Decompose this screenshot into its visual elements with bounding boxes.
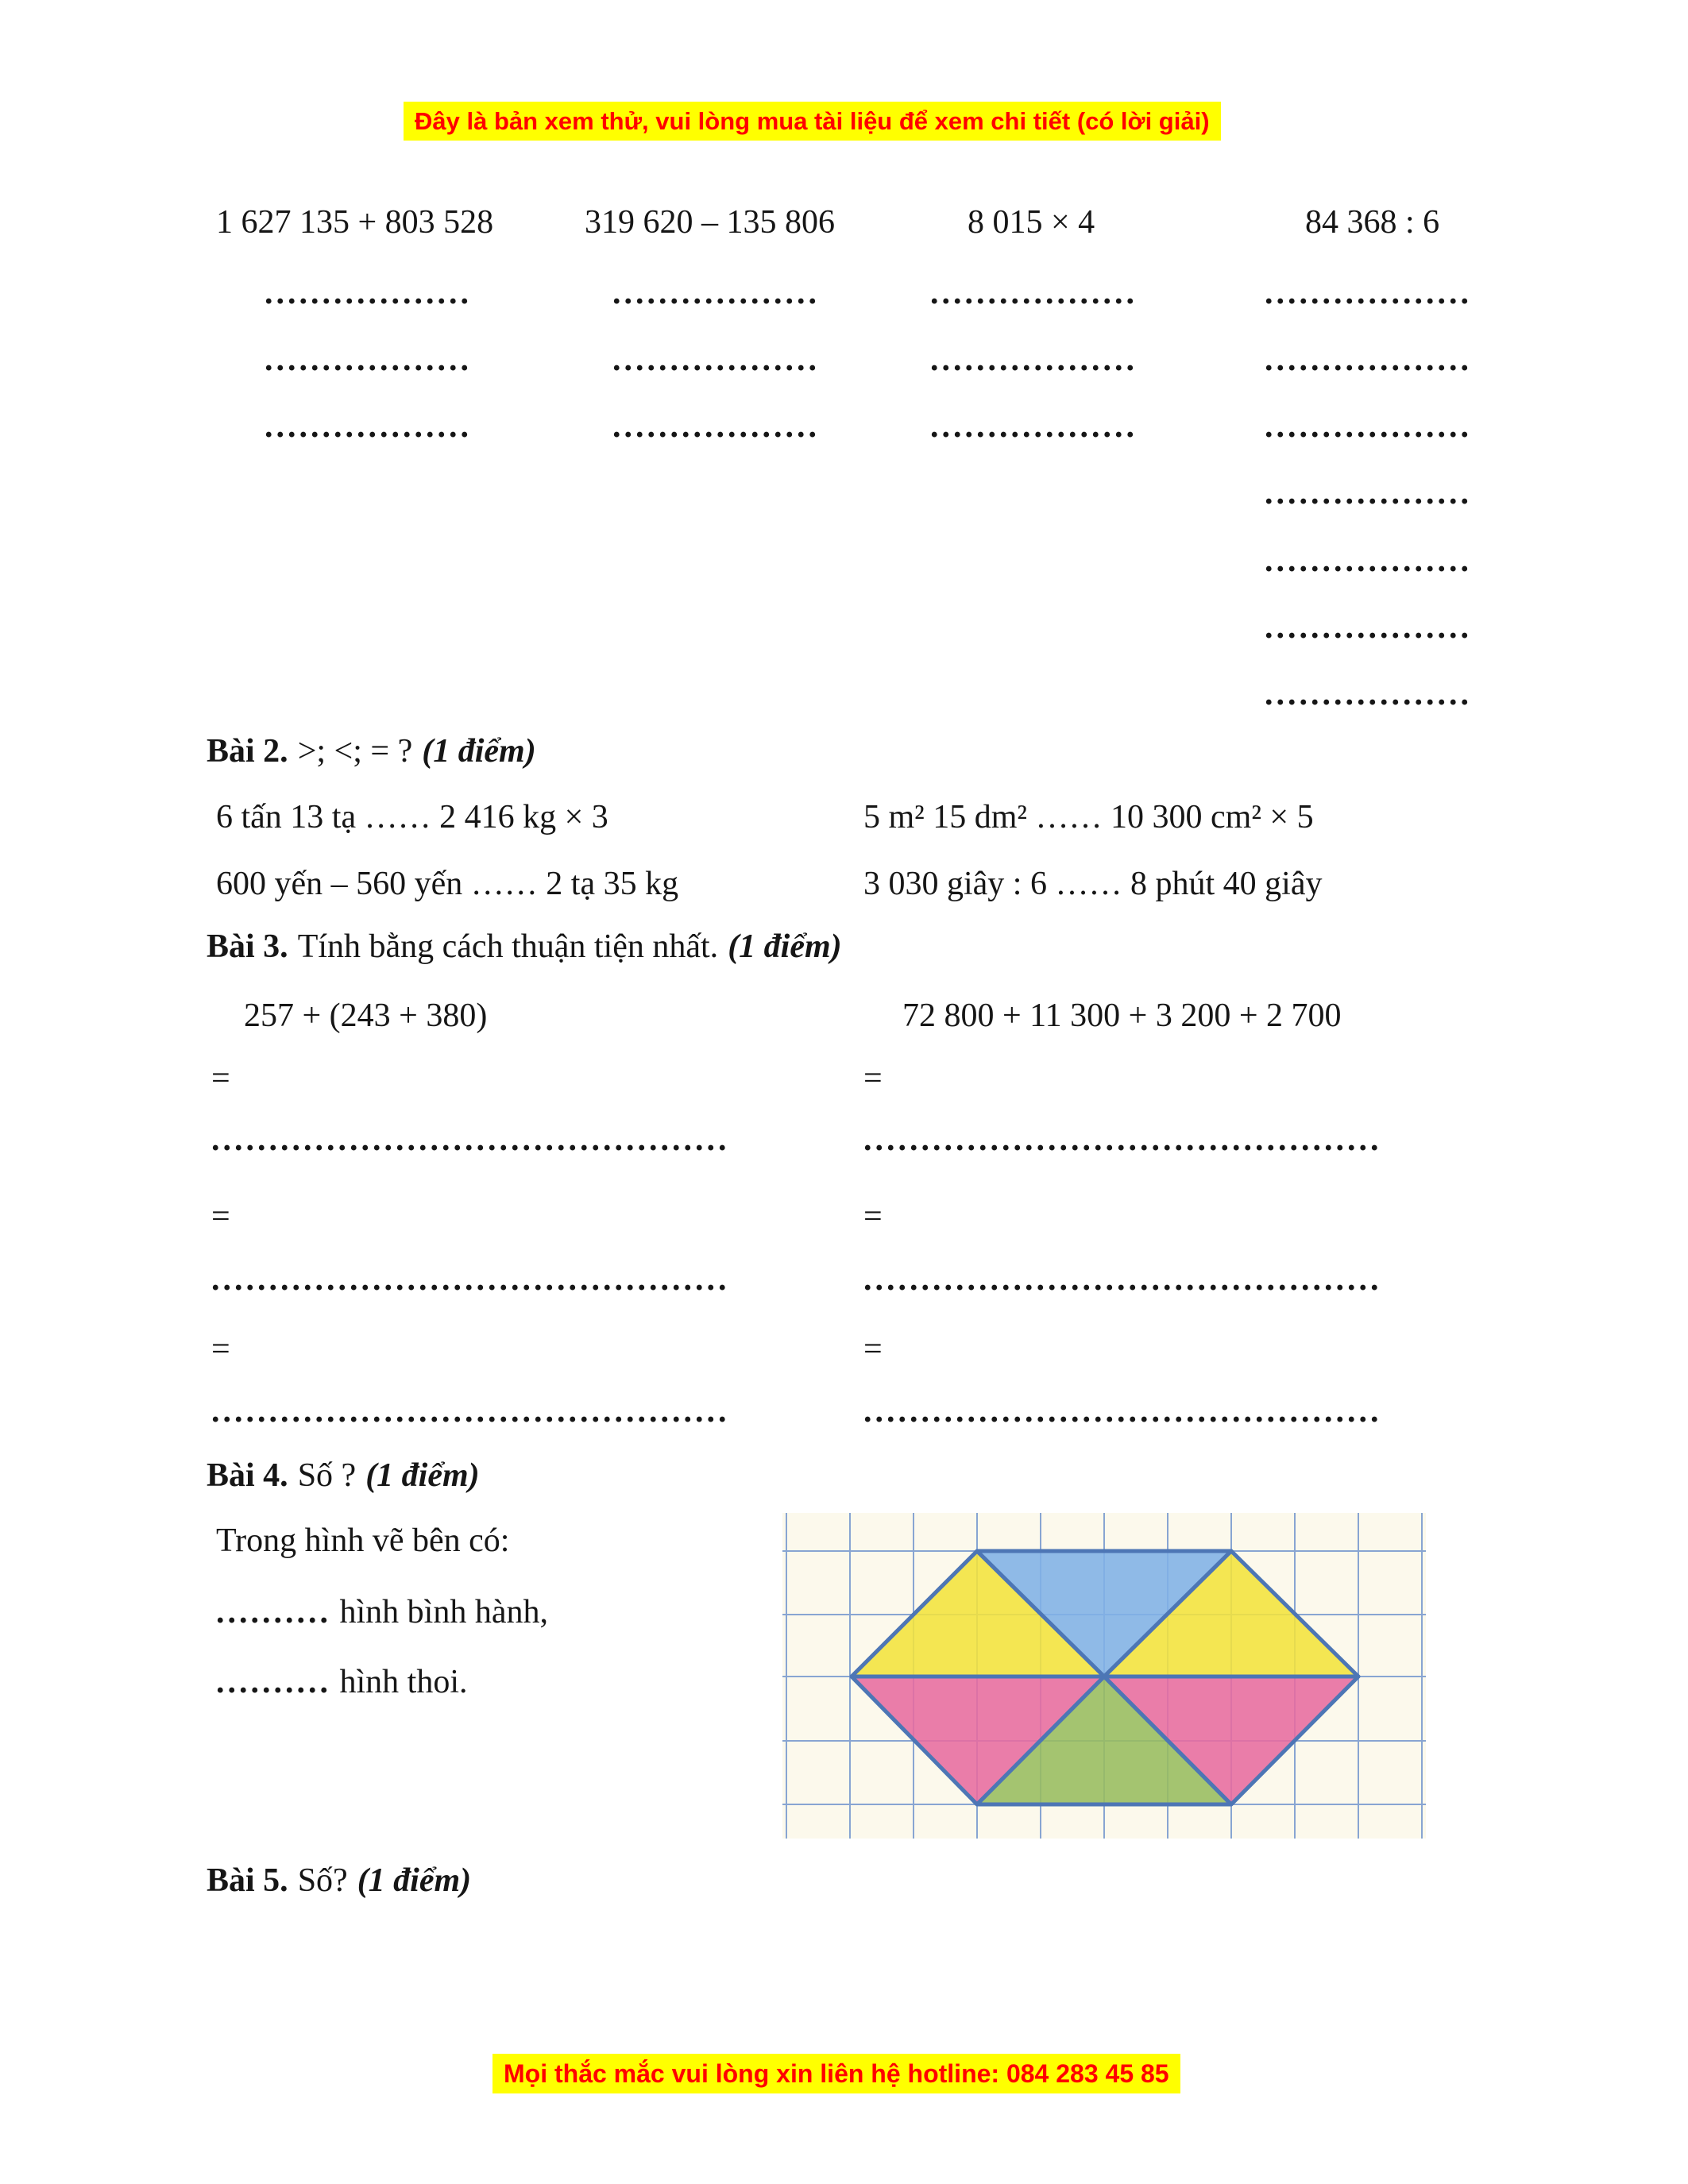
figure-intro-text: Trong hình vẽ bên có:: [216, 1522, 510, 1559]
answer-dots: ..................: [1265, 542, 1472, 579]
problem-expression: 84 368 : 6: [1305, 204, 1440, 241]
equals-sign: =: [211, 1331, 230, 1368]
answer-dots-long: .............................................: [211, 1121, 730, 1158]
exercise-number: Bài 4.: [207, 1457, 288, 1494]
expression: 257 + (243 + 380): [244, 997, 488, 1034]
equals-sign: =: [863, 1198, 883, 1235]
equals-sign: =: [211, 1060, 230, 1097]
answer-dots-long: .............................................: [863, 1121, 1382, 1158]
hexagon-figure: [782, 1513, 1426, 1839]
compare-item: 600 yến – 560 yến …… 2 tạ 35 kg: [216, 866, 679, 902]
answer-dots-long: .............................................: [211, 1393, 730, 1430]
exercise-points: (1 điểm): [365, 1457, 480, 1494]
exercise3-heading: [207, 928, 842, 966]
exercise-prompt: Số ?: [297, 1457, 357, 1494]
answer-dots: ..................: [265, 275, 472, 311]
exercise-number: Bài 5.: [207, 1862, 288, 1899]
blank-dots: ..........: [216, 1594, 331, 1630]
exercise-points: (1 điểm): [357, 1862, 472, 1899]
answer-dots: ..................: [265, 408, 472, 445]
exercise2-heading: [207, 732, 536, 770]
exercise-prompt: >; <; = ?: [297, 733, 413, 770]
answer-dots: ..................: [612, 341, 820, 378]
problem-expression: 319 620 – 135 806: [585, 204, 835, 241]
answer-dots: ..................: [612, 408, 820, 445]
blank-dots: ..........: [216, 1664, 331, 1700]
compare-item: 3 030 giây : 6 …… 8 phút 40 giây: [863, 866, 1323, 902]
equals-sign: =: [211, 1198, 230, 1235]
exercise-number: Bài 2.: [207, 733, 288, 770]
exercise4-heading: [207, 1457, 480, 1495]
answer-dots: ..................: [265, 341, 472, 378]
exercise5-heading: [207, 1862, 471, 1900]
problem-expression: 1 627 135 + 803 528: [216, 204, 494, 241]
answer-dots-long: .............................................: [863, 1393, 1382, 1430]
exercise-number: Bài 3.: [207, 928, 288, 965]
compare-item: 5 m² 15 dm² …… 10 300 cm² × 5: [863, 799, 1314, 835]
fill-blank-line: [216, 1593, 548, 1631]
compare-item: 6 tấn 13 tạ …… 2 416 kg × 3: [216, 799, 608, 835]
answer-dots: ..................: [930, 275, 1138, 311]
answer-dots: ..................: [1265, 475, 1472, 511]
answer-dots: ..................: [1265, 408, 1472, 445]
exercise-points: (1 điểm): [728, 928, 842, 965]
exercise-prompt: Tính bằng cách thuận tiện nhất.: [297, 928, 719, 965]
hotline-banner: Mọi thắc mắc vui lòng xin liên hệ hotline: 084 283 45 85: [492, 2054, 1180, 2093]
answer-dots: ..................: [1265, 275, 1472, 311]
problem-expression: 8 015 × 4: [968, 204, 1095, 241]
answer-dots-long: .............................................: [211, 1261, 730, 1298]
answer-dots: ..................: [1265, 341, 1472, 378]
answer-dots: ..................: [930, 341, 1138, 378]
answer-dots-long: .............................................: [863, 1261, 1382, 1298]
answer-dots: ..................: [1265, 676, 1472, 712]
fill-blank-line: [216, 1663, 468, 1701]
answer-dots: ..................: [930, 408, 1138, 445]
blank-label: hình thoi.: [339, 1664, 468, 1700]
answer-dots: ..................: [612, 275, 820, 311]
preview-banner: Đây là bản xem thử, vui lòng mua tài liệu để xem chi tiết (có lời giải): [404, 102, 1221, 141]
equals-sign: =: [863, 1331, 883, 1368]
equals-sign: =: [863, 1060, 883, 1097]
exercise-points: (1 điểm): [422, 733, 536, 770]
answer-dots: ..................: [1265, 609, 1472, 646]
blank-label: hình bình hành,: [339, 1594, 548, 1630]
expression: 72 800 + 11 300 + 3 200 + 2 700: [902, 997, 1342, 1034]
exercise-prompt: Số?: [297, 1862, 348, 1899]
